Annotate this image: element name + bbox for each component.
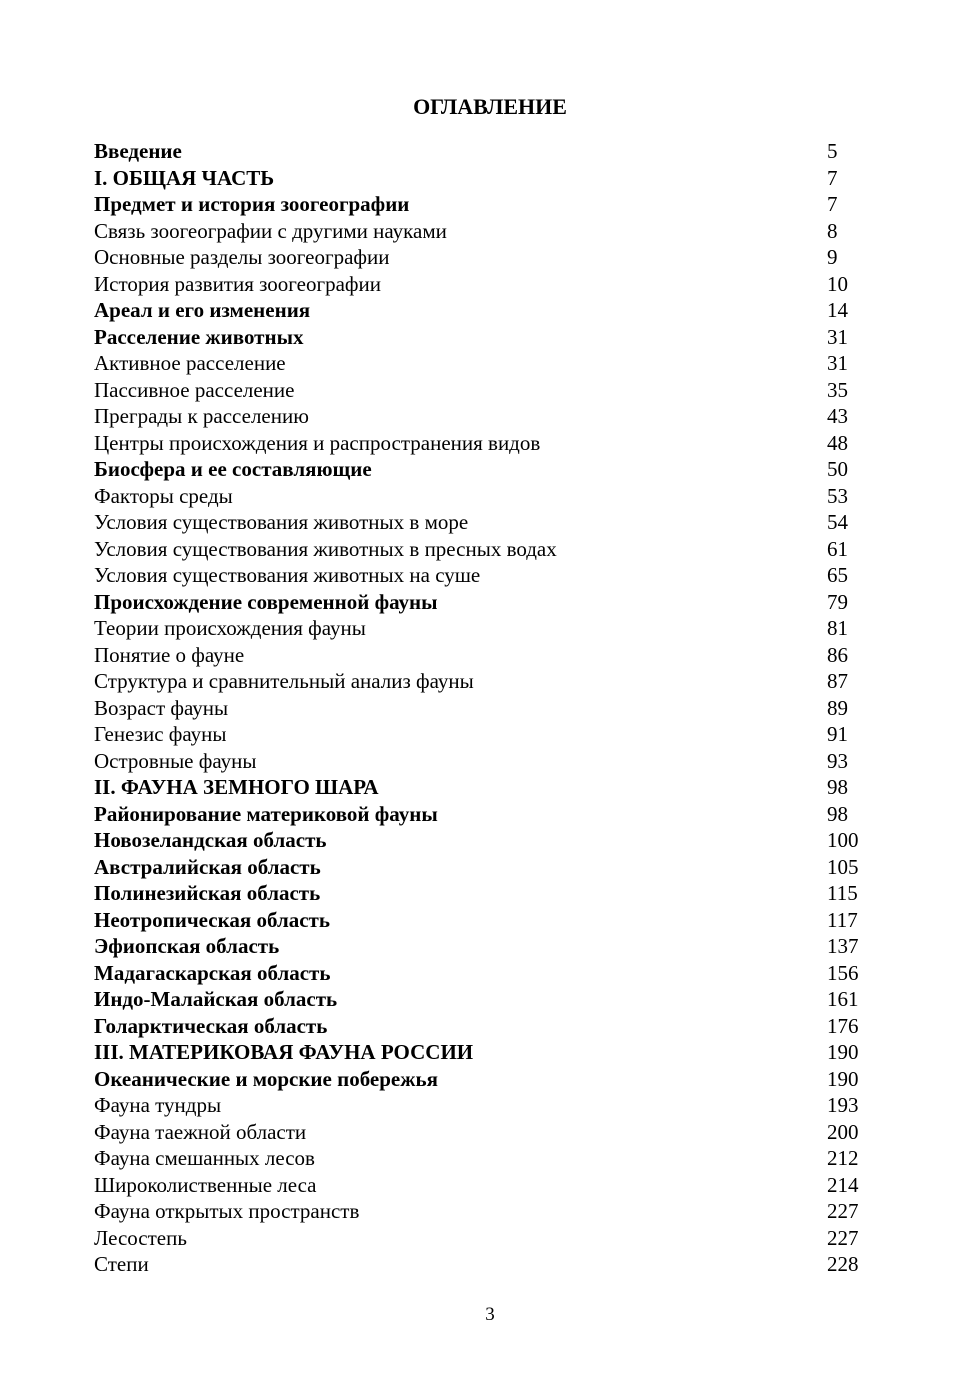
toc-entry [94,933,874,960]
toc-entry [94,403,874,430]
toc-entry-page: 65 [827,563,848,587]
toc-entry-page: 98 [827,775,848,799]
toc-entry-title: I. ОБЩАЯ ЧАСТЬ [94,165,275,190]
toc-entry [94,907,874,934]
toc-entry [94,589,874,616]
toc-entry [94,1092,874,1119]
toc-entry-page: 8 [827,218,838,243]
toc-entry-page: 31 [827,324,848,349]
toc-entry-title: Структура и сравнительный анализ фауны [94,669,474,693]
toc-entry-page: 214 [827,1172,859,1197]
toc-entry [94,827,874,854]
toc-entry-title: Ареал и его изменения [94,298,311,322]
toc-entry [94,377,874,404]
toc-entry [94,350,874,377]
toc-entry-page: 161 [827,987,859,1011]
toc-entry-page: 98 [827,801,848,826]
toc-entry-title: Лесостепь [94,1225,187,1250]
toc-entry-title: Австралийская область [94,854,321,879]
toc-entry-page: 7 [827,192,838,216]
toc-entry-title: Основные разделы зоогеографии [94,245,390,269]
toc-entry-page: 91 [827,722,848,746]
toc-entry-page: 115 [827,881,858,905]
table-of-contents [94,138,874,1278]
page-number: 3 [485,1304,495,1325]
toc-entry [94,721,874,748]
toc-entry-page: 190 [827,1040,859,1064]
toc-entry-title: Новозеландская область [94,828,327,852]
toc-entry [94,191,874,218]
toc-entry [94,748,874,775]
toc-entry [94,324,874,351]
toc-entry-page: 190 [827,1066,859,1091]
toc-entry [94,960,874,987]
toc-entry [94,1066,874,1093]
toc-entry [94,1119,874,1146]
toc-entry-page: 89 [827,695,848,720]
toc-entry-page: 48 [827,430,848,455]
toc-entry-title: Преграды к расселению [94,404,309,428]
toc-entry-title: Генезис фауны [94,722,227,746]
toc-entry-page: 193 [827,1093,859,1117]
toc-entry-page: 81 [827,616,848,640]
toc-entry [94,1225,874,1252]
toc-entry-title: Условия существования животных на суше [94,563,481,587]
toc-entry-page: 54 [827,510,848,534]
toc-entry-title: Степи [94,1252,149,1276]
toc-entry-title: Фауна открытых пространств [94,1199,360,1223]
toc-entry-page: 176 [827,1013,859,1038]
toc-entry-title: Мадагаскарская область [94,960,331,985]
toc-entry-title: Голарктическая область [94,1013,328,1038]
toc-entry [94,536,874,563]
toc-entry-page: 212 [827,1146,859,1170]
toc-entry-page: 105 [827,854,859,879]
toc-entry [94,509,874,536]
toc-entry-title: Неотропическая область [94,907,330,932]
toc-entry-page: 86 [827,642,848,667]
toc-entry-page: 9 [827,245,838,269]
toc-entry-title: Полинезийская область [94,881,321,905]
toc-entry [94,218,874,245]
toc-entry-title: Эфиопская область [94,934,280,958]
toc-entry-page: 228 [827,1252,859,1276]
toc-entry [94,244,874,271]
toc-entry-page: 50 [827,457,848,481]
toc-entry [94,430,874,457]
toc-entry-title: Понятие о фауне [94,642,245,667]
toc-entry [94,271,874,298]
toc-entry-page: 53 [827,483,848,508]
toc-entry [94,642,874,669]
toc-entry-page: 100 [827,828,859,852]
toc-entry [94,1172,874,1199]
toc-entry [94,986,874,1013]
toc-entry [94,1013,874,1040]
toc-entry [94,165,874,192]
toc-entry-title: Биосфера и ее составляющие [94,457,372,481]
toc-entry [94,1039,874,1066]
toc-entry-title: Расселение животных [94,324,304,349]
toc-entry-title: Пассивное расселение [94,377,295,402]
toc-entry-page: 156 [827,960,859,985]
toc-entry [94,854,874,881]
toc-entry-page: 200 [827,1119,859,1144]
toc-entry-title: Фауна тундры [94,1093,222,1117]
toc-entry-page: 35 [827,377,848,402]
toc-entry-page: 87 [827,669,848,693]
page-title: ОГЛАВЛЕНИЕ [413,94,567,119]
toc-entry-title: III. МАТЕРИКОВАЯ ФАУНА РОССИИ [94,1040,474,1064]
toc-entry-title: Районирование материковой фауны [94,801,438,826]
toc-entry-title: История развития зоогеографии [94,271,381,296]
toc-entry [94,1251,874,1278]
toc-entry [94,297,874,324]
toc-entry-page: 137 [827,934,859,958]
toc-entry [94,1145,874,1172]
toc-entry-page: 117 [827,907,858,932]
toc-entry [94,456,874,483]
toc-entry-title: Широколиственные леса [94,1172,317,1197]
toc-entry-title: Островные фауны [94,748,257,773]
toc-entry-title: Связь зоогеографии с другими науками [94,218,447,243]
toc-entry-title: Активное расселение [94,351,286,375]
toc-entry [94,880,874,907]
toc-entry-page: 93 [827,748,848,773]
toc-entry [94,1198,874,1225]
toc-entry [94,615,874,642]
toc-entry-title: Возраст фауны [94,695,229,720]
toc-entry-title: Предмет и история зоогеографии [94,192,410,216]
toc-entry [94,562,874,589]
toc-entry [94,695,874,722]
toc-entry-page: 14 [827,298,848,322]
toc-entry-title: Океанические и морские побережья [94,1066,438,1091]
toc-entry-title: Условия существования животных в море [94,510,469,534]
toc-entry-title: Факторы среды [94,483,233,508]
toc-entry-title: Введение [94,139,182,163]
toc-entry [94,483,874,510]
toc-entry-page: 31 [827,351,848,375]
toc-entry-page: 227 [827,1225,859,1250]
toc-entry-title: Происхождение современной фауны [94,589,438,614]
toc-entry-title: Фауна таежной области [94,1119,307,1144]
toc-entry-page: 43 [827,404,848,428]
toc-entry-page: 61 [827,536,848,561]
toc-entry-page: 227 [827,1199,859,1223]
toc-entry-title: Условия существования животных в пресных водах [94,536,557,561]
toc-entry-title: II. ФАУНА ЗЕМНОГО ШАРА [94,775,379,799]
toc-entry [94,774,874,801]
toc-entry-title: Индо-Малайская область [94,987,338,1011]
toc-entry-page: 79 [827,589,848,614]
toc-entry-title: Теории происхождения фауны [94,616,366,640]
toc-entry-page: 7 [827,165,838,190]
toc-entry [94,668,874,695]
toc-entry-title: Фауна смешанных лесов [94,1146,315,1170]
toc-entry-title: Центры происхождения и распространения видов [94,430,541,455]
toc-entry [94,801,874,828]
toc-entry [94,138,874,165]
toc-entry-page: 5 [827,139,838,163]
toc-entry-page: 10 [827,271,848,296]
